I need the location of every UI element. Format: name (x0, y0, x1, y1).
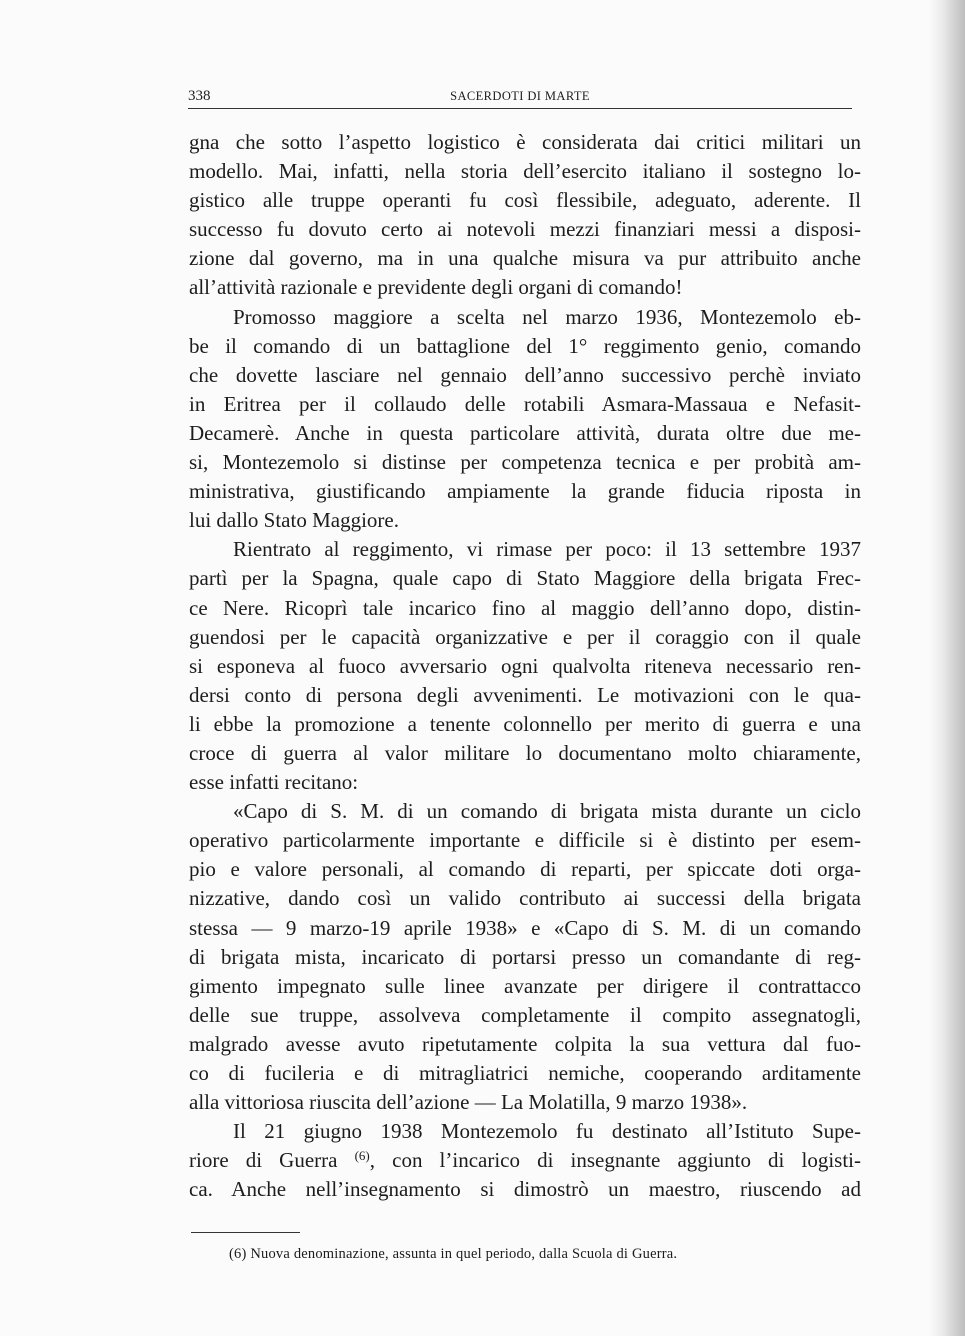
text-line: in Eritrea per il collaudo delle rotabili Asmara-Massaua e Nefasit- (189, 391, 861, 416)
text-line: stessa — 9 marzo-19 aprile 1938» e «Capo di S. M. di un comando (189, 915, 861, 940)
running-title: SACERDOTI DI MARTE (450, 89, 590, 103)
footnote-divider (191, 1232, 300, 1233)
footnote: (6) Nuova denominazione, assunta in quel periodo, dalla Scuola di Guerra. (229, 1246, 678, 1262)
text-line: li ebbe la promozione a tenente colonnello per merito di guerra e una (189, 711, 861, 736)
text-line: guendosi per le capacità organizzative e per il coraggio con il quale (189, 624, 861, 649)
text-line: modello. Mai, infatti, nella storia dell’esercito italiano il sostegno lo- (189, 159, 861, 184)
text-line: nizzative, dando così un valido contributo ai successi della brigata (189, 886, 861, 911)
text-line: pio e valore personali, al comando di reparti, per spiccate doti orga- (189, 857, 861, 882)
text-line: Decamerè. Anche in questa particolare attività, durata oltre due me- (189, 420, 861, 445)
text-line: malgrado avesse avuto ripetutamente colpita la sua vettura dal fuo- (189, 1031, 861, 1056)
text-line: co di fucileria e di mitragliatrici nemiche, cooperando arditamente (189, 1061, 861, 1085)
text-line: dersi conto di persona degli avvenimenti. Le motivazioni con le qua- (189, 682, 861, 707)
text-line-with-footnote-ref (189, 1146, 861, 1175)
text-line: partì per la Spagna, quale capo di Stato Maggiore della brigata Frec- (189, 566, 861, 591)
running-header (188, 86, 852, 109)
text-line: croce di guerra al valor militare lo documentano molto chiaramente, (189, 740, 861, 765)
text-line: zione dal governo, ma in una qualche misura va pur attribuito anche (189, 246, 861, 271)
text-line: si, Montezemolo si distinse per competenza tecnica e per probità am- (189, 450, 861, 475)
text-line: che dovette lasciare nel gennaio dell’anno successivo perchè inviato (189, 362, 861, 387)
text-segment: riore di Guerra (189, 1148, 338, 1173)
text-line: alla vittoriosa riuscita dell’azione — La Molatilla, 9 marzo 1938». (189, 1090, 748, 1115)
text-line: ministrativa, giustificando ampiamente la grande fiducia riposta in (189, 479, 861, 504)
text-line: Rientrato al reggimento, vi rimase per poco: il 13 settembre 1937 (233, 537, 861, 562)
text-line: Promosso maggiore a scelta nel marzo 1936, Montezemolo eb- (233, 304, 861, 329)
page-number: 338 (188, 88, 211, 104)
book-spine-shadow (929, 0, 965, 1336)
text-line: ce Nere. Ricoprì tale incarico fino al maggio dell’anno dopo, distin- (189, 595, 861, 620)
text-line: esse infatti recitano: (189, 770, 359, 795)
text-line: delle sue truppe, assolveva completamente il compito assegnatogli, (189, 1002, 861, 1027)
text-line: ca. Anche nell’insegnamento si dimostrò un maestro, riuscendo ad (189, 1177, 861, 1202)
text-line: be il comando di un battaglione del 1° reggimento genio, comando (189, 333, 861, 358)
footnote-reference: (6) (354, 1148, 370, 1164)
text-line: si esponeva al fuoco avversario ogni qualvolta riteneva necessario ren- (189, 653, 861, 678)
text-segment: , con l’incarico di insegnante aggiunto di logisti- (369, 1148, 861, 1173)
text-line: gistico alle truppe operanti fu così flessibile, adeguato, aderente. Il (189, 188, 861, 213)
text-line: «Capo di S. M. di un comando di brigata mista durante un ciclo (233, 799, 861, 824)
text-line: Il 21 giugno 1938 Montezemolo fu destinato all’Istituto Supe- (233, 1119, 861, 1144)
text-line: di brigata mista, incaricato di portarsi presso un comandante di reg- (189, 944, 861, 969)
text-line: lui dallo Stato Maggiore. (189, 508, 399, 533)
body-text (189, 128, 861, 1204)
text-line: successo fu dovuto certo ai notevoli mezzi finanziari messi a disposi- (189, 217, 861, 242)
text-line: operativo particolarmente importante e difficile si è distinto per esem- (189, 828, 861, 853)
text-line: gimento impegnato sulle linee avanzate per dirigere il contrattacco (189, 973, 861, 998)
text-line: gna che sotto l’aspetto logistico è considerata dai critici militari un (189, 130, 861, 154)
text-line: all’attività razionale e previdente degli organi di comando! (189, 275, 683, 300)
